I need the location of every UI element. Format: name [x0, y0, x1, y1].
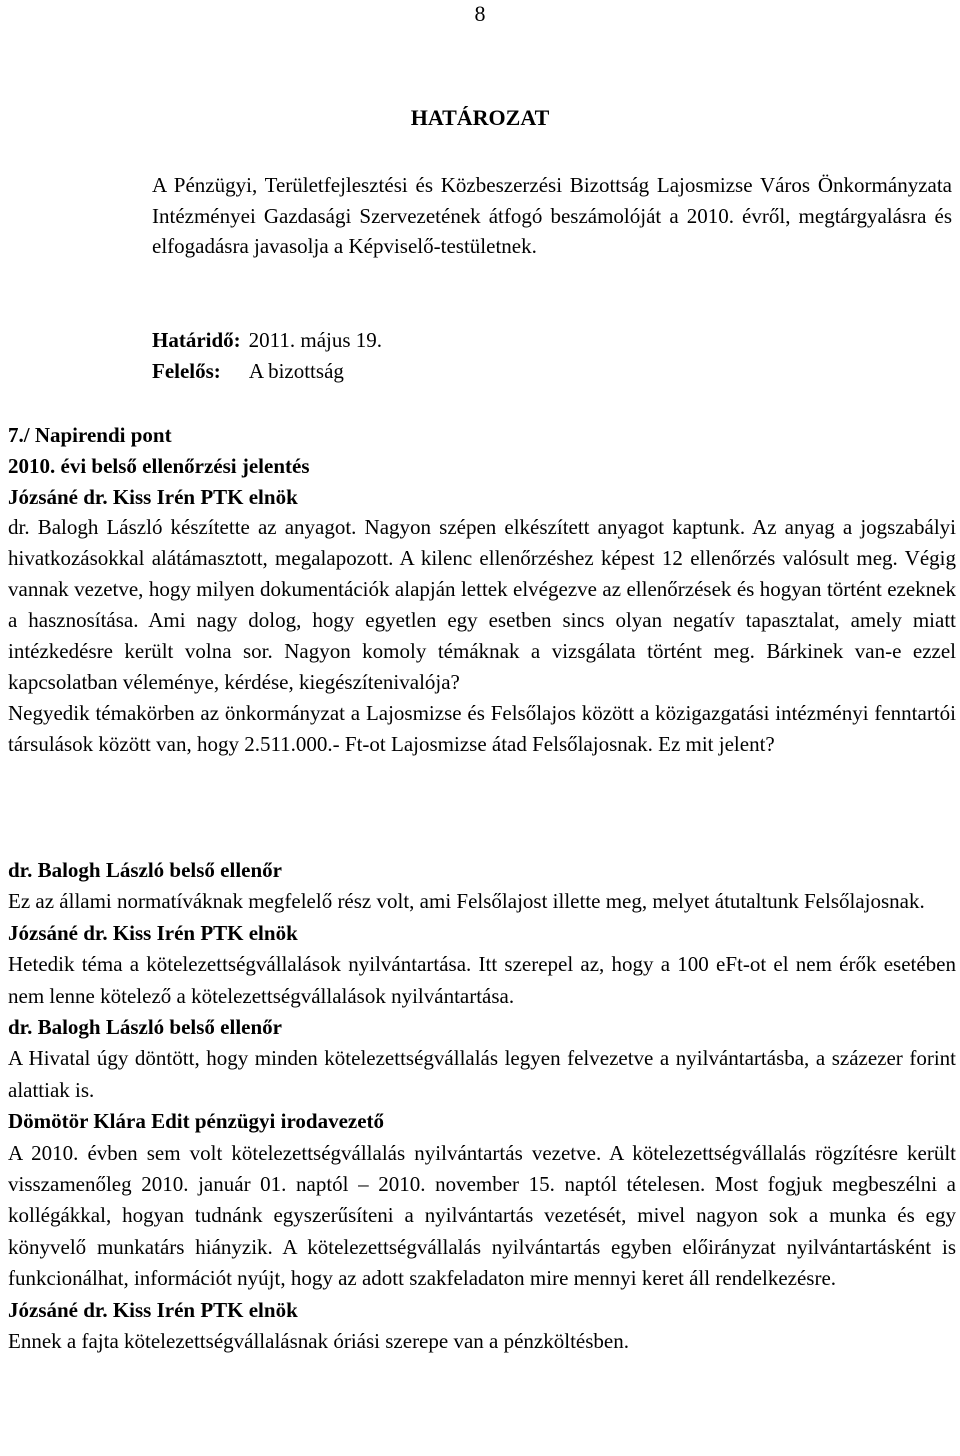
responsible-label: Felelős: [152, 359, 221, 383]
speech-text: A Hivatal úgy döntött, hogy minden kötelezettségvállalás legyen felvezetve a nyilvántartásba, a százezer forint alattiak is. [8, 1046, 956, 1102]
question-paragraph: Negyedik témakörben az önkormányzat a Lajosmizse és Felsőlajos között a közigazgatási intézményi fenntartói társulások között van, hogy 2.511.000.- Ft-ot Lajosmizse átad Felsőlajosnak. Ez mit jelent? [8, 701, 956, 756]
responsible-value: A bizottság [248, 359, 344, 383]
speaker-name: Józsáné dr. Kiss Irén PTK elnök [8, 920, 298, 945]
deadline-row [152, 325, 952, 356]
speech-text: Hetedik téma a kötelezettségvállalások nyilvántartása. Itt szerepel az, hogy a 100 eFt-ot el nem érők esetében nem lenne kötelező a kötelezettségvállalások nyilvántartása. [8, 952, 956, 1008]
intro-block [8, 512, 956, 760]
agenda-item-number: 7./ Napirendi pont [8, 423, 172, 447]
deadline-block [152, 325, 952, 387]
deadline-label: Határidő: [152, 328, 241, 352]
decision-text: A Pénzügyi, Területfejlesztési és Közbeszerzési Bizottság Lajosmizse Város Önkormányzata Intézményei Gazdasági Szervezetének átfogó beszámolóját a 2010. évről, megtárgyalásra és elfogadásra javasolja a Képviselő-testületnek. [152, 173, 952, 258]
agenda-header [8, 420, 956, 513]
speech-text: Ez az állami normatíváknak megfelelő rész volt, ami Felsőlajost illette meg, melyet átutaltunk Felsőlajosnak. [8, 889, 925, 914]
speaker-name: Józsáné dr. Kiss Irén PTK elnök [8, 1297, 298, 1322]
speech-text: Ennek a fajta kötelezettségvállalásnak óriási szerepe van a pénzköltésben. [8, 1329, 629, 1354]
decision-block [152, 170, 952, 262]
agenda-item-title: 2010. évi belső ellenőrzési jelentés [8, 454, 310, 478]
speaker-name: Dömötör Klára Edit pénzügyi irodavezető [8, 1109, 385, 1134]
decision-heading: HATÁROZAT [410, 105, 550, 130]
responsible-row [152, 356, 952, 387]
deadline-value: 2011. május 19. [248, 328, 383, 352]
page-number: 8 [474, 1, 486, 26]
speaker-name: dr. Balogh László belső ellenőr [8, 1015, 282, 1040]
intro-paragraph: dr. Balogh László készítette az anyagot. Nagyon szépen elkészített anyagot kaptunk. Az anyag a jogszabályi hivatkozásokkal alátámasztott, megalapozott. A kilenc ellenőrzéshez képest 12 ellenőrzés valósult meg. Végig vannak vezetve, hogy milyen dokumentációk alapján lettek elvégezve az ellenőrzések és hogyan történt ezeknek a hasznosítása. Ami nagy dolog, hogy egyetlen egy esetben sincs olyan negatív tapasztalat, amely miatt intézkedésre került volna sor. Nagyon komoly témáknak a vizsgálata történt meg. Bárkinek van-e ezzel kapcsolatban véleménye, kérdése, kiegészítenivalója? [8, 515, 956, 694]
speaker-name: dr. Balogh László belső ellenőr [8, 858, 282, 882]
agenda-speaker: Józsáné dr. Kiss Irén PTK elnök [8, 485, 298, 509]
transcript [8, 855, 956, 1358]
speech-text: A 2010. évben sem volt kötelezettségvállalás nyilvántartás vezetve. A kötelezettségvállalás rögzítésre került visszamenőleg 2010. január 01. naptól – 2010. november 15. naptól tételesen. Most fogjuk megbeszélni a kollégákkal, hogyan tudnánk egyszerűsíteni a nyilvántartás vezetését, mivel nagyon sok a munka és egy könyvelő munkatárs hiányzik. A kötelezettségvállalás nyilvántartás egyben előirányzat nyilvántartásként is funkcionálhat, információt nyújt, hogy az adott szakfeladaton mire mennyi keret áll rendelkezésre. [8, 1140, 956, 1291]
